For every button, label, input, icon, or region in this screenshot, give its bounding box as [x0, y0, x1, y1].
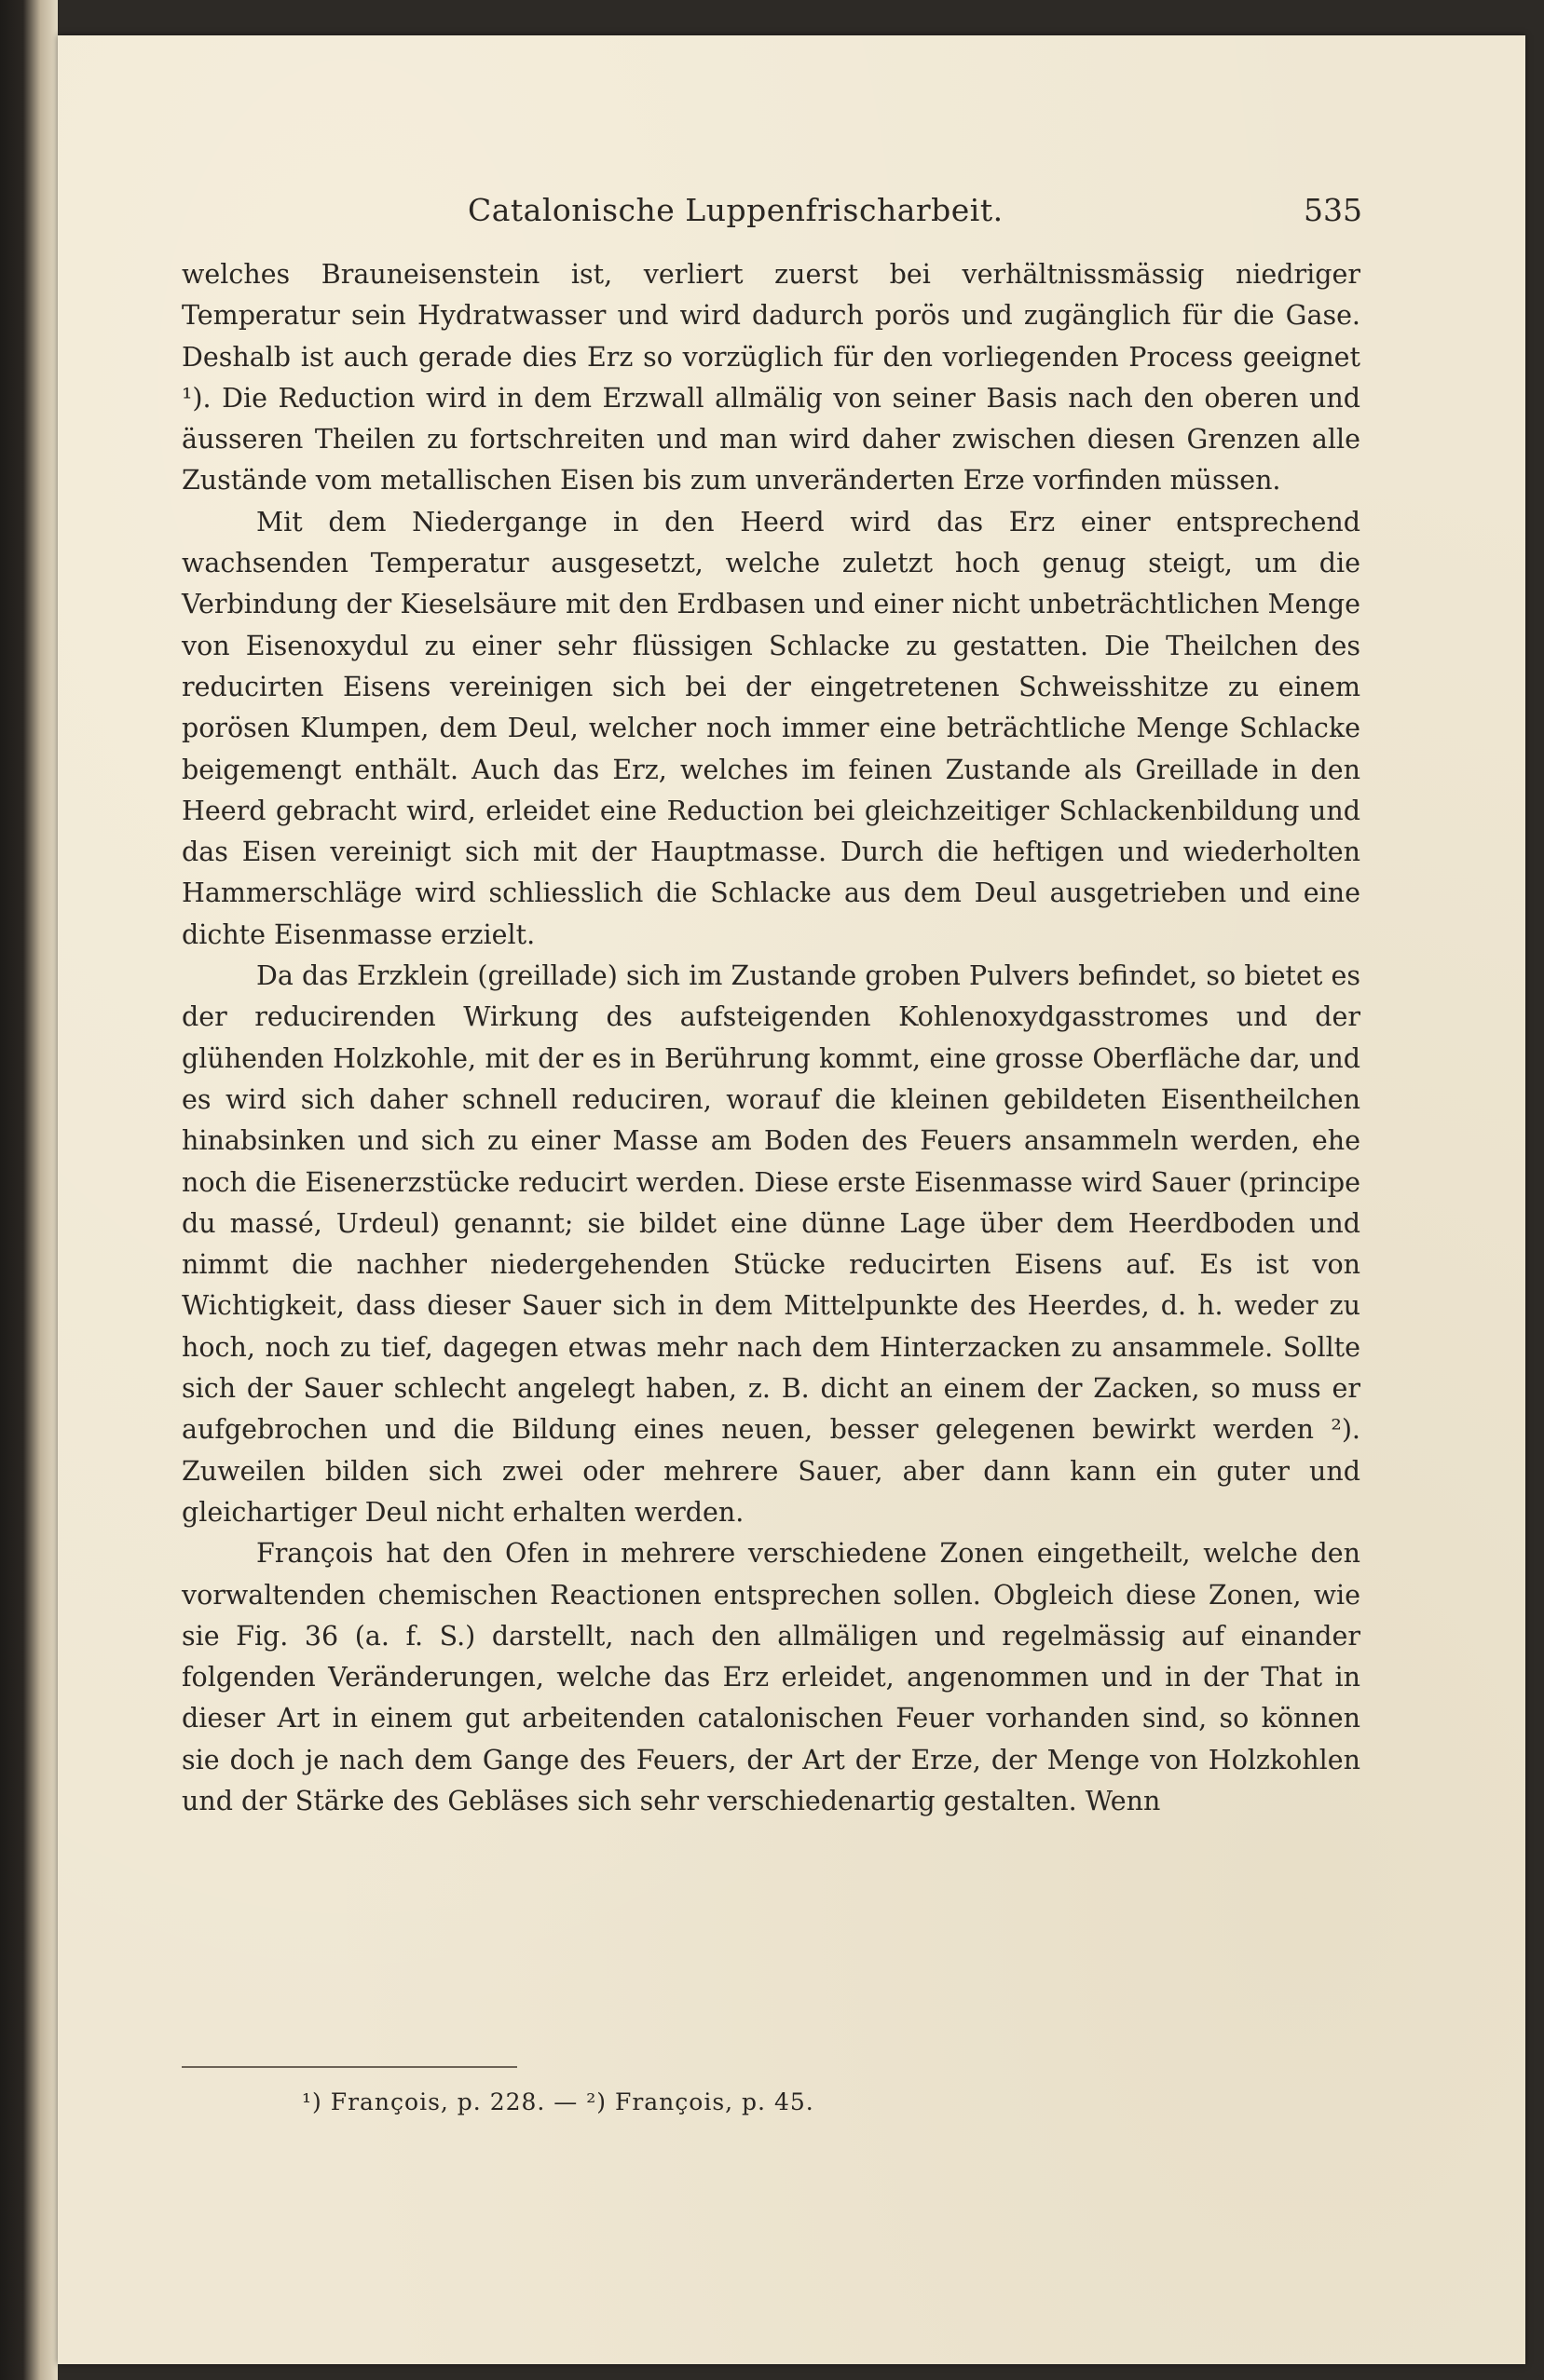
running-title: Catalonische Luppenfrischarbeit. — [468, 192, 1004, 228]
book-page — [58, 35, 1525, 2364]
footnotes: ¹) François, p. 228. — ²) François, p. 45. — [302, 2088, 814, 2115]
footnote-divider — [182, 2066, 517, 2068]
page-header — [58, 192, 1525, 238]
paragraph: welches Brauneisenstein ist, verliert zuerst bei verhältnissmässig niedriger Temperatur sein Hydratwasser und wird dadurch porös und zugänglich für die Gase. Deshalb ist auch gerade dies Erz so vorzüglich für den vorliegenden Process geeignet ¹). Die Reduction wird in dem Erzwall allmälig von seiner Basis nach den oberen und äusseren Theilen zu fortschreiten und man wird daher zwischen diesen Grenzen alle Zustände vom metallischen Eisen bis zum unveränderten Erze vorfinden müssen. — [182, 259, 1360, 496]
paragraph: François hat den Ofen in mehrere verschiedene Zonen eingetheilt, welche den vorwaltenden chemischen Reactionen entsprechen sollen. Obgleich diese Zonen, wie sie Fig. 36 (a. f. S.) darstellt, nach den allmäligen und regelmässig auf einander folgenden Veränderungen, welche das Erz erleidet, angenommen und in der That in dieser Art in einem gut arbeitenden catalonischen Feuer vorhanden sind, so können sie doch je nach dem Gange des Feuers, der Art der Erze, der Menge von Holzkohlen und der Stärke des Gebläses sich sehr verschiedenartig gestalten. Wenn — [182, 1538, 1360, 1816]
page-number: 535 — [1304, 192, 1362, 228]
book-gutter — [0, 0, 58, 2380]
paragraph: Da das Erzklein (greillade) sich im Zustande groben Pulvers befindet, so bietet es der reducirenden Wirkung des aufsteigenden Kohlenoxydgasstromes und der glühenden Holzkohle, mit der es in Berührung kommt, eine grosse Oberfläche dar, und es wird sich daher schnell reduciren, worauf die kleinen gebildeten Eisentheilchen hinabsinken und sich zu einer Masse am Boden des Feuers ansammeln werden, ehe noch die Eisenerzstücke reducirt werden. Diese erste Eisenmasse wird Sauer (principe du massé, Urdeul) genannt; sie bildet eine dünne Lage über dem Heerdboden und nimmt die nachher niedergehenden Stücke reducirten Eisens auf. Es ist von Wichtigkeit, dass dieser Sauer sich in dem Mittelpunkte des Heerdes, d. h. weder zu hoch, noch zu tief, dagegen etwas mehr nach dem Hinterzacken zu ansammele. Sollte sich der Sauer schlecht angelegt haben, z. B. dicht an einem der Zacken, so muss er aufgebrochen und die Bildung eines neuen, besser gelegenen bewirkt werden ²). Zuweilen bilden sich zwei oder mehrere Sauer, aber dann kann ein guter und gleichartiger Deul nicht erhalten werden. — [182, 960, 1360, 1528]
paragraph: Mit dem Niedergange in den Heerd wird das Erz einer entsprechend wachsenden Temperatur ausgesetzt, welche zuletzt hoch genug steigt, um die Verbindung der Kieselsäure mit den Erdbasen und einer nicht unbeträchtlichen Menge von Eisenoxydul zu einer sehr flüssigen Schlacke zu gestatten. Die Theilchen des reducirten Eisens vereinigen sich bei der eingetretenen Schweisshitze zu einem porösen Klumpen, dem Deul, welcher noch immer eine beträchtliche Menge Schlacke beigemengt enthält. Auch das Erz, welches im feinen Zustande als Greillade in den Heerd gebracht wird, erleidet eine Reduction bei gleichzeitiger Schlackenbildung und das Eisen vereinigt sich mit der Hauptmasse. Durch die heftigen und wiederholten Hammerschläge wird schliesslich die Schlacke aus dem Deul ausgetrieben und eine dichte Eisenmasse erzielt. — [182, 506, 1360, 950]
page-body — [182, 254, 1360, 1822]
